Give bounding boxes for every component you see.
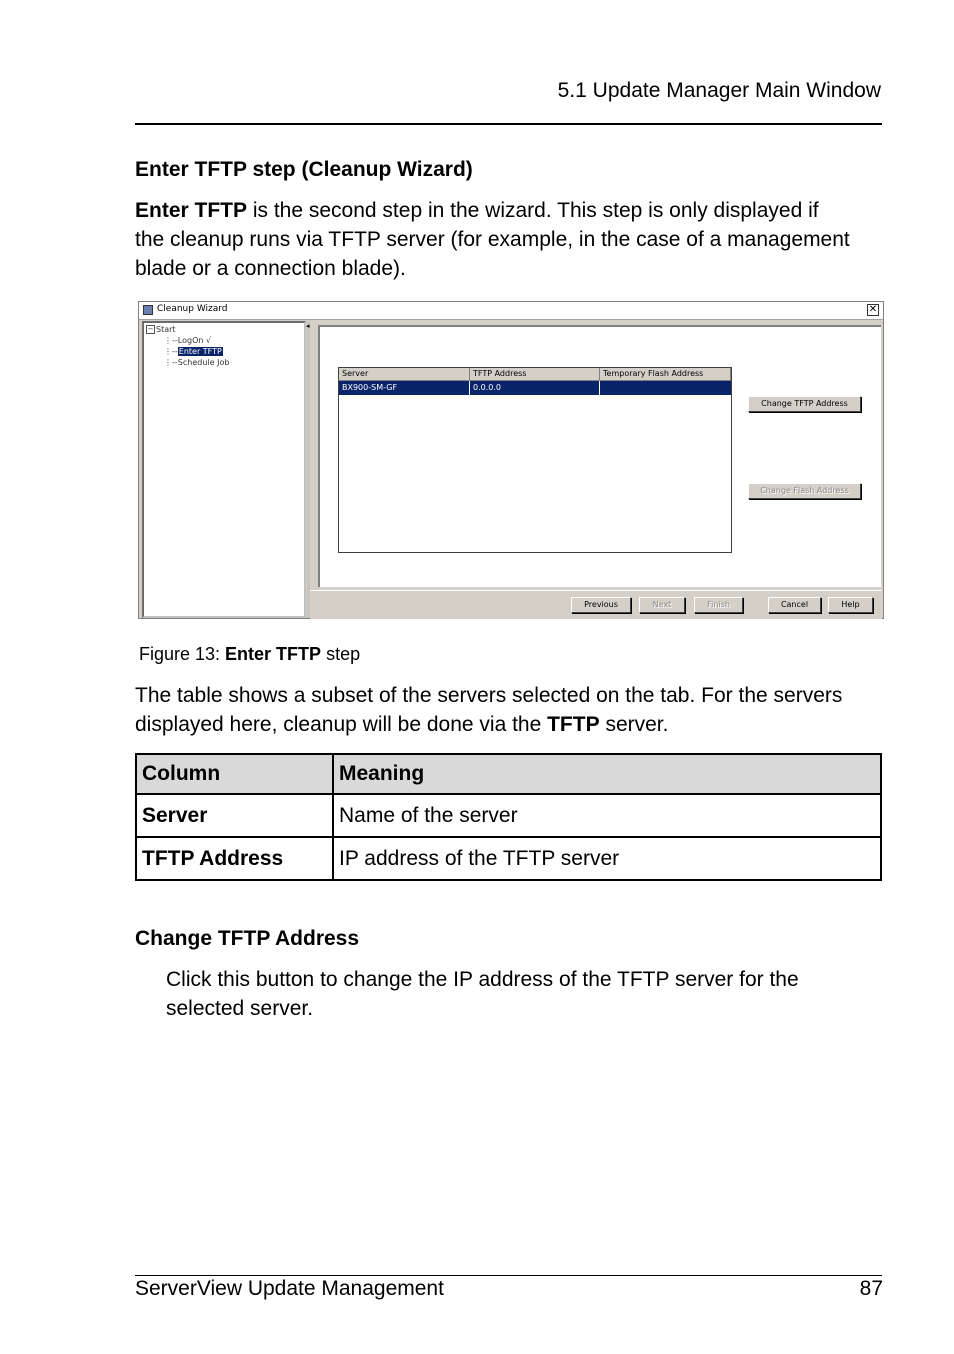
tree-item-enter-tftp[interactable] bbox=[164, 347, 304, 356]
change-tftp-line2: selected server. bbox=[166, 997, 314, 1020]
tree-root-label: Start bbox=[156, 325, 176, 334]
intro-bold-term: Enter TFTP bbox=[135, 199, 248, 222]
change-tftp-address-button[interactable]: Change TFTP Address bbox=[748, 396, 861, 412]
column-description-table bbox=[135, 753, 882, 881]
header-meaning: Meaning bbox=[333, 754, 881, 794]
column-header-temp-flash-address[interactable]: Temporary Flash Address bbox=[600, 368, 731, 380]
next-button[interactable]: Next bbox=[639, 597, 685, 613]
tree-root[interactable] bbox=[146, 325, 304, 334]
caption-suffix: step bbox=[321, 644, 361, 664]
wizard-button-bar bbox=[310, 590, 882, 619]
window-title: Cleanup Wizard bbox=[157, 304, 228, 314]
step-content-area bbox=[318, 325, 881, 587]
collapse-icon[interactable]: − bbox=[147, 325, 154, 333]
cleanup-wizard-screenshot bbox=[138, 301, 884, 619]
splitter-arrow-icon[interactable]: ◂ bbox=[306, 322, 310, 330]
tree-connector: ⋮-- bbox=[164, 336, 178, 345]
tree-connector: ⋮-- bbox=[164, 358, 178, 367]
change-tftp-paragraph bbox=[166, 965, 886, 1023]
running-header: 5.1 Update Manager Main Window bbox=[557, 79, 881, 102]
help-button[interactable]: Help bbox=[828, 597, 873, 613]
cell-server: BX900-SM-GF bbox=[339, 381, 470, 395]
column-header-tftp-address[interactable]: TFTP Address bbox=[470, 368, 600, 380]
tree-item-label: Schedule Job bbox=[177, 358, 230, 367]
row-term: Server bbox=[136, 794, 333, 837]
header-rule bbox=[135, 123, 882, 125]
table-intro-line1: The table shows a subset of the servers selected on the tab. For the servers bbox=[135, 684, 843, 707]
row-term: TFTP Address bbox=[136, 837, 333, 880]
caption-bold: Enter TFTP bbox=[225, 644, 322, 664]
tree-item-schedule-job[interactable] bbox=[164, 358, 304, 367]
intro-line1: is the second step in the wizard. This step is only displayed if bbox=[247, 199, 819, 222]
row-meaning: Name of the server bbox=[333, 794, 881, 837]
previous-button[interactable]: Previous bbox=[571, 597, 631, 613]
cell-temp-flash-address bbox=[600, 381, 731, 395]
table-row bbox=[136, 794, 881, 837]
figure-caption bbox=[139, 644, 360, 665]
row-meaning: IP address of the TFTP server bbox=[333, 837, 881, 880]
change-tftp-line1: Click this button to change the IP address of the TFTP server for the bbox=[166, 968, 799, 991]
table-row[interactable] bbox=[339, 381, 731, 395]
table-row bbox=[136, 837, 881, 880]
wizard-main-pane bbox=[310, 321, 882, 588]
app-icon bbox=[143, 305, 153, 315]
section-heading-enter-tftp: Enter TFTP step (Cleanup Wizard) bbox=[135, 158, 473, 181]
column-header-server[interactable]: Server bbox=[339, 368, 470, 380]
page-number: 87 bbox=[859, 1277, 883, 1300]
table-intro-bold: TFTP bbox=[547, 713, 600, 736]
header-column: Column bbox=[136, 754, 333, 794]
wizard-step-tree bbox=[142, 321, 306, 618]
tree-connector: ⋮-- bbox=[164, 347, 178, 356]
tree-item-logon[interactable] bbox=[164, 336, 304, 345]
table-header bbox=[339, 368, 731, 381]
intro-line2: the cleanup runs via TFTP server (for example, in the case of a management bbox=[135, 228, 850, 251]
server-table bbox=[338, 367, 732, 553]
table-intro-paragraph bbox=[135, 681, 885, 739]
caption-prefix: Figure 13: bbox=[139, 644, 226, 664]
table-header-row bbox=[136, 754, 881, 794]
table-intro-line2-post: server. bbox=[599, 713, 669, 736]
table-intro-line2-pre: displayed here, cleanup will be done via the bbox=[135, 713, 548, 736]
window-title-bar bbox=[139, 302, 883, 320]
footer-title: ServerView Update Management bbox=[135, 1277, 444, 1300]
close-icon[interactable]: ✕ bbox=[868, 304, 878, 315]
intro-line3: blade or a connection blade). bbox=[135, 257, 406, 280]
change-flash-address-button[interactable]: Change Flash Address bbox=[748, 483, 861, 499]
tree-item-label: Enter TFTP bbox=[178, 347, 222, 356]
tree-item-label: LogOn √ bbox=[177, 336, 212, 345]
cell-tftp-address: 0.0.0.0 bbox=[470, 381, 600, 395]
footer-rule bbox=[135, 1275, 882, 1276]
cancel-button[interactable]: Cancel bbox=[768, 597, 821, 613]
intro-paragraph bbox=[135, 196, 885, 283]
finish-button[interactable]: Finish bbox=[694, 597, 743, 613]
section-heading-change-tftp: Change TFTP Address bbox=[135, 927, 360, 950]
